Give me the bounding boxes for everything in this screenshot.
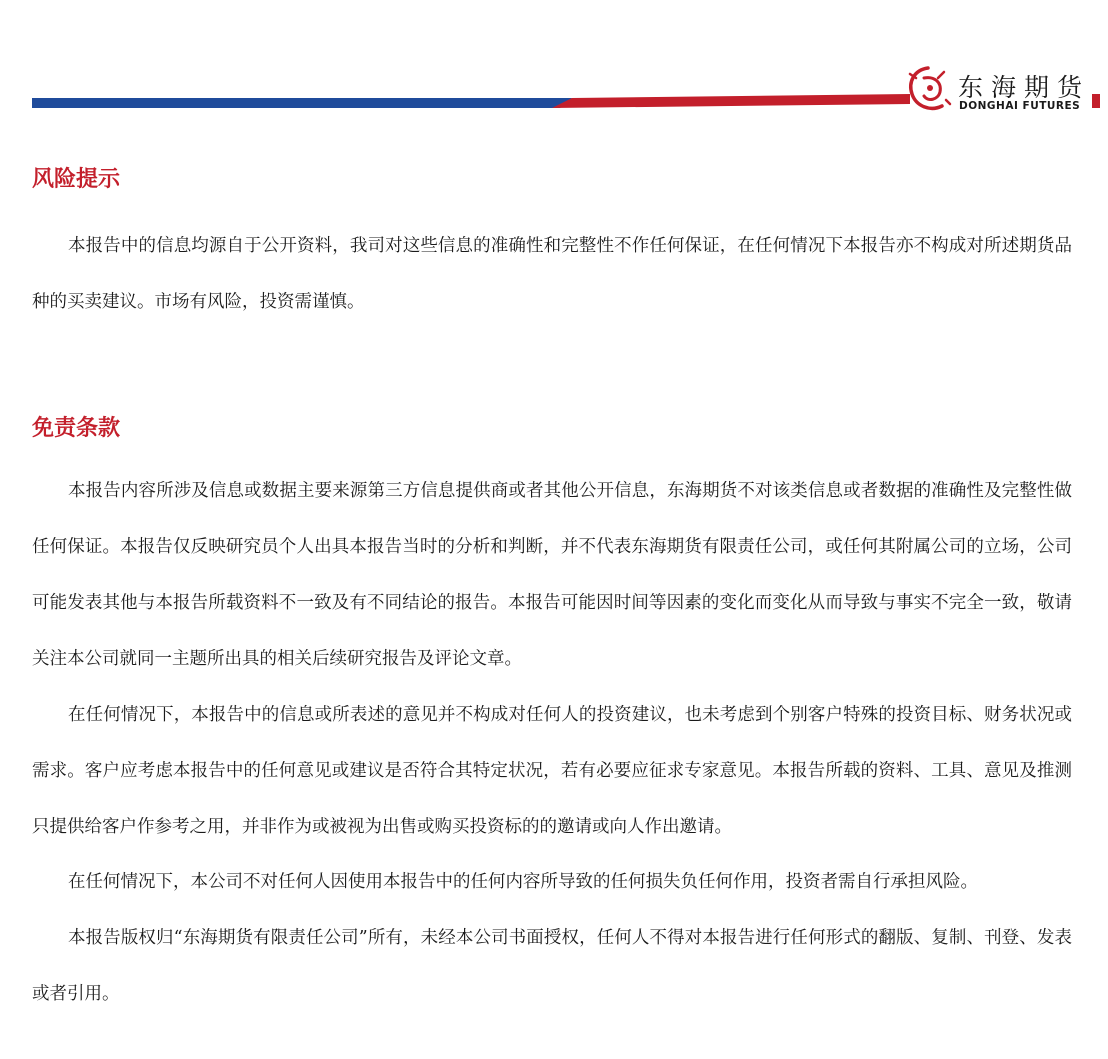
disclaimer-paragraph-4: 本报告版权归“东海期货有限责任公司”所有，未经本公司书面授权，任何人不得对本报告进行任何形式的翻版、复制、刊登、发表或者引用。 bbox=[32, 928, 1072, 1004]
disclaimer-paragraph-1: 本报告内容所涉及信息或数据主要来源第三方信息提供商或者其他公开信息，东海期货不对该类信息或者数据的准确性及完整性做任何保证。本报告仅反映研究员个人出具本报告当时的分析和判断，并不代表东海期货有限责任公司，或任何其附属公司的立场，公司可能发表其他与本报告所载资料不一致及有不同结论的报告。本报告可能因时间等因素的变化而变化从而导致与事实不完全一致，敬请关注本公司就同一主题所出具的相关后续研究报告及评论文章。 bbox=[32, 481, 1072, 669]
disclaimer-paragraph-3: 在任何情况下，本公司不对任何人因使用本报告中的任何内容所导致的任何损失负任何作用，投资者需自行承担风险。 bbox=[68, 872, 978, 892]
risk-paragraph: 本报告中的信息均源自于公开资料，我司对这些信息的准确性和完整性不作任何保证，在任何情况下本报告亦不构成对所述期货品种的买卖建议。市场有风险，投资需谨慎。 bbox=[32, 236, 1072, 312]
logo-chinese-name: 东海期货 bbox=[958, 73, 1091, 102]
dragon-icon bbox=[904, 64, 952, 116]
disclaimer-paragraph-2: 在任何情况下，本报告中的信息或所表述的意见并不构成对任何人的投资建议，也未考虑到个别客户特殊的投资目标、财务状况或需求。客户应考虑本报告中的任何意见或建议是否符合其特定状况，若有必要应征求专家意见。本报告所载的资料、工具、意见及推测只提供给客户作参考之用，并非作为或被视为出售或购买投资标的的邀请或向人作出邀请。 bbox=[32, 705, 1072, 837]
header-band bbox=[32, 92, 910, 108]
company-logo bbox=[904, 64, 1104, 120]
header-band-blue bbox=[32, 98, 572, 108]
logo-accent bbox=[1092, 94, 1100, 108]
header-band-graphic bbox=[32, 92, 910, 108]
disclaimer-section-title: 免责条款 bbox=[32, 416, 121, 441]
header-band-red bbox=[552, 94, 910, 108]
risk-section-title: 风险提示 bbox=[32, 167, 121, 192]
logo-english-name: DONGHAI FUTURES bbox=[959, 100, 1081, 112]
